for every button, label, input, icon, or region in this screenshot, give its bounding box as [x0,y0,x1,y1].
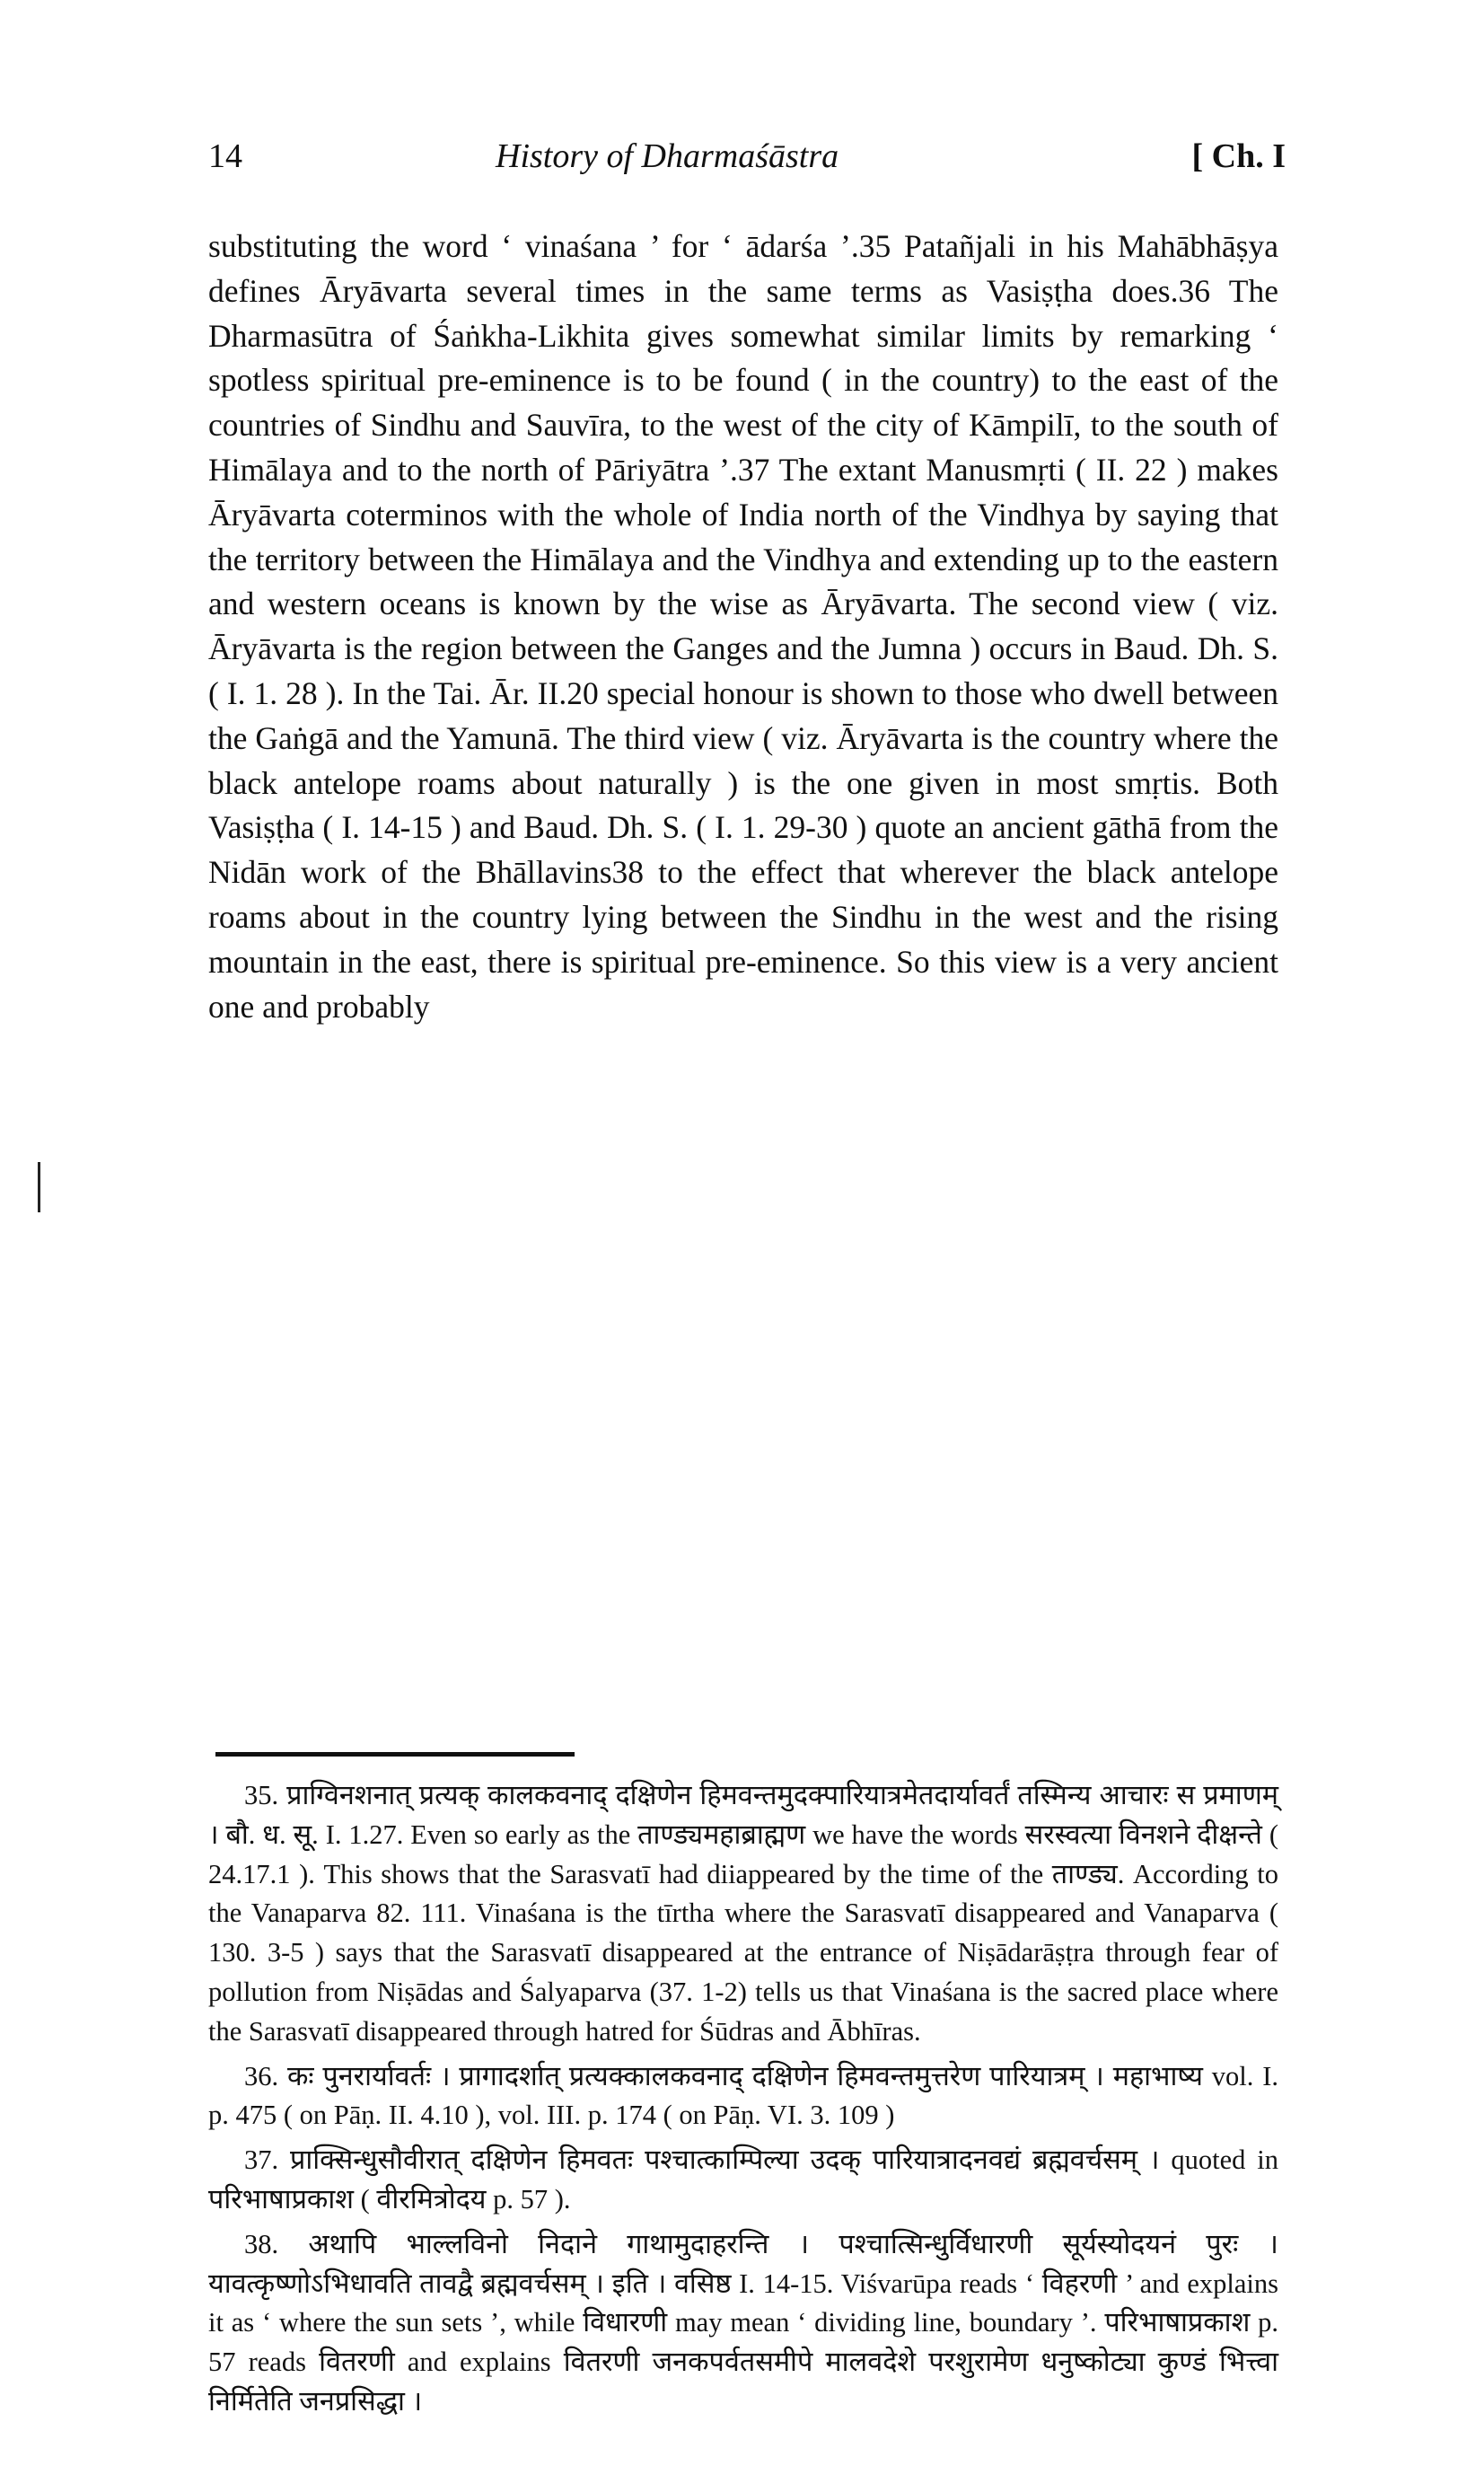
footnote-35 [208,1776,1278,2052]
footnote-text: प्राक्सिन्धुसौवीरात् दक्षिणेन हिमवतः पश्चात्काम्पिल्या उदक् पारियात्रादनवद्यं ब्रह्मवर्चसम् । quoted in परिभाषाप्रकाश ( वीरमित्रोदय p. 57 ). [208,2144,1278,2215]
footnote-37 [208,2141,1278,2220]
footnote-text: प्राग्विनशनात् प्रत्यक् कालकवनाद् दक्षिणेन हिमवन्तमुदक्पारियात्रमेतदार्यावर्तं तस्मिन्य आचारः स प्रमाणम् । बौ. ध. सू. I. 1.27. Even so early as the ताण्ड्यमहाब्राह्मण we have the words सरस्वत्या विनशने दीक्षन्ते ( 24.17.1 ). This shows that the Sarasvatī had diiappeared by the time of the ताण्ड्य. According to the Vanaparva 82. 111. Vinaśana is the tīrtha where the Sarasvatī disappeared and Vanaparva ( 130. 3-5 ) says that the Sarasvatī disappeared at the entrance of Niṣādarāṣṭra through fear of pollution from Niṣādas and Śalyaparva (37. 1-2) tells us that Vinaśana is the sacred place where the Sarasvatī disappeared through hatred for Śūdras and Ābhīras. [208,1780,1278,2047]
footnote-divider [215,1752,575,1757]
footnote-text: कः पुनरार्यावर्तः । प्रागादर्शात् प्रत्यक्कालकवनाद् दक्षिणेन हिमवन्तमुत्तरेण पारियात्रम् । महाभाष्य vol. I. p. 475 ( on Pāṇ. II. 4.10 ), vol. III. p. 174 ( on Pāṇ. VI. 3. 109 ) [208,2060,1278,2131]
chapter-label: [ Ch. I [1191,137,1286,175]
footnote-number: 38. [244,2228,279,2259]
running-title: History of Dharmaśāstra [496,137,839,175]
page-header [208,136,1286,190]
footnote-text: अथापि भाल्लविनो निदाने गाथामुदाहरन्ति । पश्चात्सिन्धुर्विधारणी सूर्यस्योदयनं पुरः । यावत्कृष्णोऽभिधावति तावद्वै ब्रह्मवर्चसम् । इति । वसिष्ठ I. 14-15. Viśvarūpa reads ‘ विहरणी ’ and explains it as ‘ where the sun sets ’, while विधारणी may mean ‘ dividing line, boundary ’. परिभाषाप्रकाश p. 57 reads वितरणी and explains वितरणी जनकपर्वतसमीपे मालवदेशे परशुरामेण धनुष्कोट्या कुण्डं भित्त्वा निर्मितेति जनप्रसिद्धा । [208,2228,1278,2417]
body-paragraph: substituting the word ‘ vinaśana ’ for ‘ ādarśa ’.35 Patañjali in his Mahābhāṣya defines Āryāvarta several times in the same terms as Vasiṣṭha does.36 The Dharmasūtra of Śaṅkha-Likhita gives somewhat similar limits by remarking ‘ spotless spiritual pre-eminence is to be found ( in the country) to the east of the countries of Sindhu and Sauvīra, to the west of the city of Kāmpilī, to the south of Himālaya and to the north of Pāriyātra ’.37 The extant Manusmṛti ( II. 22 ) makes Āryāvarta coterminos with the whole of India north of the Vindhya by saying that the territory between the Himālaya and the Vindhya and extending up to the eastern and western oceans is known by the wise as Āryāvarta. The second view ( viz. Āryāvarta is the region between the Ganges and the Jumna ) occurs in Baud. Dh. S. ( I. 1. 28 ). In the Tai. Ār. II.20 special honour is shown to those who dwell between the Gaṅgā and the Yamunā. The third view ( viz. Āryāvarta is the country where the black antelope roams about naturally ) is the one given in most smṛtis. Both Vasiṣṭha ( I. 14-15 ) and Baud. Dh. S. ( I. 1. 29-30 ) quote an ancient gāthā from the Nidān work of the Bhāllavins38 to the effect that wherever the black antelope roams about in the country lying between the Sindhu in the west and the rising mountain in the east, there is spiritual pre-eminence. So this view is a very ancient one and probably [208,228,1278,1025]
scan-margin-mark [38,1162,40,1212]
page-number: 14 [208,137,242,175]
footnote-number: 36. [244,2060,279,2091]
footnote-36 [208,2057,1278,2136]
footnote-number: 37. [244,2144,279,2176]
main-text [208,225,1278,1029]
footnote-38 [208,2225,1278,2422]
footnote-number: 35. [244,1780,279,1810]
footnotes [208,1776,1278,2427]
